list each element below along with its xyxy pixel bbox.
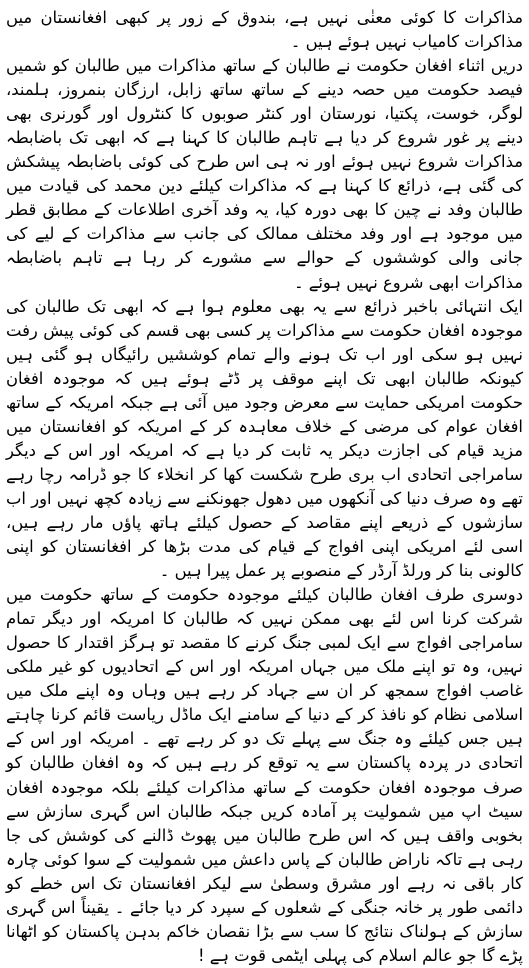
article-body — [6, 6, 523, 965]
paragraph-1: مذاکرات کا کوئی معنٰی نہیں ہے، بندوق کے زور پر کبھی افغانستان میں مذاکرات کامیاب نہیں ہوئے ہیں ۔ — [6, 8, 523, 52]
paragraph-3: ایک انتہائی باخبر ذرائع سے یہ بھی معلوم ہوا ہے کہ ابھی تک طالبان کی موجودہ افغان حکومت سے مذاکرات پر کسی بھی قسم کی کوئی پیش رفت نہیں ہو سکی اور اب تک ہونے والے تمام کوششیں رائیگاں ہو گئی ہیں کیونکہ طالبان ابھی تک اپنے موقف پر ڈٹے ہوئے ہیں کہ موجودہ افغان حکومت امریکی حمایت سے معرض وجود میں آئی ہے جبکہ امریکہ کے ساتھ افغان عوام کی مرضی کے خلاف معاہدہ کر کے امریکہ کو افغانستان میں مزید قیام کی اجازت دیکر یہ ثابت کر دیا ہے کہ امریکہ اور اس کے دیگر سامراجی اتحادی اب بری طرح شکست کھا کر انخلاء کا جو ڈرامہ رچا رہے تھے وہ صرف دنیا کی آنکھوں میں دھول جھونکنے سے زیادہ کچھ نہیں اور اب سازشوں کے ذریعے اپنے مقاصد کے حصول کیلئے ہاتھ پاؤں مار رہے ہیں، اسی لئے امریکی اپنی افواج کے قیام کی مدت بڑھا کر افغانستان کو اپنی کالونی بنا کر ورلڈ آرڈر کے منصوبے پر عمل پیرا ہیں ۔ — [6, 296, 523, 581]
paragraph-4: دوسری طرف افغان طالبان کیلئے موجودہ حکومت کے ساتھ حکومت میں شرکت کرنا اس لئے بھی ممکن نہیں کہ طالبان کا امریکہ اور دیگر تمام سامراجی افواج سے ایک لمبی جنگ کرنے کا مقصد تو ہرگز اقتدار کا حصول نہیں، وہ تو اپنے ملک میں جہاں امریکہ اور اس کے اتحادیوں کو غیر ملکی غاصب افواج سمجھ کر ان سے جہاد کر رہے ہیں وہاں وہ اپنے ملک میں اسلامی نظام کو نافذ کر کے دنیا کے سامنے ایک ماڈل ریاست قائم کرنا چاہتے ہیں جس کیلئے وہ جنگ سے پہلے تک دو کر رہے تھے ۔ امریکہ اور اس کے اتحادی در پردہ پاکستان سے یہ توقع کر رہے ہیں کہ وہ افغان طالبان کو صرف موجودہ افغان حکومت کے ساتھ مذاکرات کیلئے بلکہ موجودہ افغان سیٹ اپ میں شمولیت پر آمادہ کریں جبکہ طالبان اس گہری سازش سے بخوبی واقف ہیں کہ اس طرح طالبان میں پھوٹ ڈالنے کی کوشش کی جا رہی ہے تاکہ ناراض طالبان کے پاس داعش میں شمولیت کے سوا کوئی چارہ کار باقی نہ رہے اور مشرق وسطیٰ سے لیکر افغانستان تک اس خطے کو دائمی طور پر خانہ جنگی کے شعلوں کے سپرد کر دیا جائے ۔ یقیناً اس گہری سازش کے ہولناک نتائج کا سب سے بڑا نقصان خاکم بدہن پاکستان کو اٹھانا پڑے گا جو عالم اسلام کی پہلی ایٹمی قوت ہے ! — [6, 585, 523, 965]
paragraph-2: دریں اثناء افغان حکومت نے طالبان کے ساتھ مذاکرات میں طالبان کو شمیں فیصد حکومت میں حصہ دینے کے ساتھ ساتھ زابل، ارزگان بنمروز، ہلمند، لوگر، خوست، پکتیا، نورستان اور کنٹر صوبوں کا کنٹرول اور گورنری بھی دینے پر غور شروع کر دیا ہے تاہم طالبان کا کہنا ہے کہ ابھی تک باضابطہ مذاکرات شروع نہیں ہوئے اور نہ ہی اس طرح کی کوئی باضابطہ پیشکش کی گئی ہے، ذرائع کا کہنا ہے کہ مذاکرات کیلئے دین محمد کی قیادت میں طالبان وفد نے چین کا بھی دورہ کیا، یہ وفد آخری اطلاعات کے مطابق قطر میں موجود ہے اور وفد مختلف ممالک کی جانب سے مذاکرات کے لیے کی جانی والی کوششوں کے حوالے سے مشورے کر رہا ہے تاہم باضابطہ مذاکرات ابھی شروع نہیں ہوئے ۔ — [6, 56, 523, 292]
